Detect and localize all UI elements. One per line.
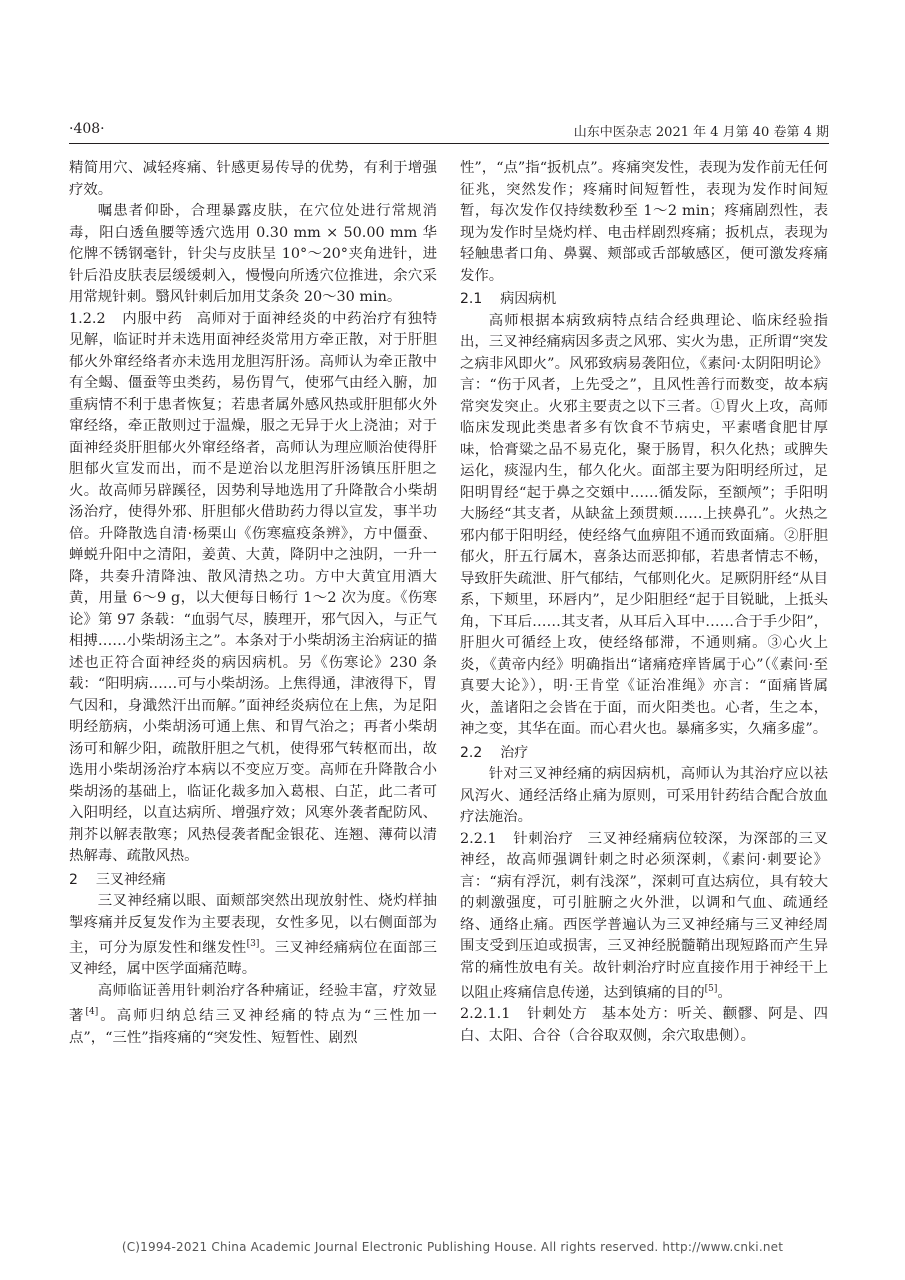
section-title: 针刺处方	[526, 1006, 588, 1023]
section-2-2-1	[460, 829, 828, 1005]
paragraph-text: 高师临证善用针刺治疗各种痛证，经验丰富，疗效显著	[69, 982, 437, 1025]
section-text: 。	[717, 984, 732, 1001]
header-rule	[69, 143, 829, 144]
section-number: 1.2.2	[69, 310, 106, 327]
section-text: 高师对于面神经炎的中药治疗有独特见解，临证时并未选用面神经炎常用方牵正散，对于肝胆郁火外窜经络者亦未选用龙胆泻肝汤。高师认为牵正散中有全蝎、僵蚕等虫类药，易伤胃气，使邪气由经入腑，加重病情不利于患者恢复；若患者属外感风热或肝胆郁火外窜经络，牵正散则过于温燥，服之无异于火上浇油；对于面神经炎肝胆郁火外窜经络者，高师认为理应顺治使得肝胆郁火宣发而出，而不是逆治以龙胆泻肝汤镇压肝胆之火。故高师另辟蹊径，因势利导地选用了升降散合小柴胡汤治疗，使得外邪、肝胆郁火借助药力得以宣发，事半功倍。升降散选自清·杨栗山《伤寒瘟疫条辨》，方中僵蚕、蝉蜕升阳中之清阳，姜黄、大黄，降阴中之浊阴，一升一降，共奏升清降浊、散风清热之功。方中大黄宜用酒大黄，用量 6～9 g，以大便每日畅行 1～2 次为度。《伤寒论》第 97 条载：“血弱气尽，腠理开，邪气因入，与正气相搏……小柴胡汤主之”。本条对于小柴胡汤主治病证的描述也正符合面神经炎的病因病机。另《伤寒论》230 条载：“阳明病……可与小柴胡汤。上焦得通，津液得下，胃气因和，身濈然汗出而解。”面神经炎病位在上焦，为足阳明经筋病，小柴胡汤可通上焦、和胃气治之；再者小柴胡汤可和解少阳，疏散肝胆之气机，使得邪气转枢而出，故选用小柴胡汤治疗本病以不变应万变。高师在升降散合小柴胡汤的基础上，临证化裁多加入葛根、白芷，此二者可入阳明经，以直达病所、增强疗效；风寒外袭者配防风、荆芥以解表散寒；风热侵袭者配金银花、连翘、薄荷以清热解毒、疏散风热。	[69, 310, 437, 864]
left-column	[69, 158, 437, 1049]
running-head: 山东中医杂志 2021 年 4 月第 40 卷第 4 期	[573, 125, 829, 140]
section-2-2-heading	[460, 743, 828, 765]
section-title: 针刺治疗	[512, 830, 574, 847]
section-2-heading	[69, 870, 437, 892]
section-text: 三叉神经痛病位较深，为深部的三叉神经，故高师强调针刺之时必须深刺，《素问·刺要论》言：“病有浮沉，刺有浅深”，深刺可直达病位，具有较大的刺激强度，可引脏腑之火外泄，以调和气血、疏通经络、通络止痛。西医学普遍认为三叉神经痛与三叉神经周围支受到压迫或损害，三叉神经脱髓鞘出现短路而产生异常的痛性放电有关。故针刺治疗时应直接作用于神经干上以阻止疼痛信息传递，达到镇痛的目的	[460, 830, 828, 1001]
section-number: 2.2.1.1	[460, 1006, 511, 1023]
section-2-1-heading	[460, 289, 828, 311]
paragraph	[69, 891, 437, 981]
paragraph	[69, 981, 437, 1049]
section-title: 病因病机	[500, 291, 557, 307]
citation: [5]	[704, 984, 718, 994]
citation: [3]	[246, 939, 260, 949]
paragraph: 精简用穴、减轻疼痛、针感更易传导的优势，有利于增强疗效。	[69, 160, 437, 198]
paragraph: 嘱患者仰卧，合理暴露皮肤，在穴位处进行常规消毒，阳白透鱼腰等透穴选用 0.30 mm × 50.00 mm 华佗牌不锈钢毫针，针尖与皮肤呈 10°～20°夹角进针，进针后沿皮肤表层缓缓刺入，慢慢向所透穴位推进，余穴采用常规针刺。翳风针刺后加用艾条灸 20～30 min。	[69, 203, 437, 305]
page-number: ·408·	[69, 121, 105, 137]
citation: [4]	[85, 1007, 99, 1018]
copyright-footer: (C)1994-2021 China Academic Journal Electronic Publishing House. All rights reserved. http://www.cnki.net	[121, 1240, 784, 1254]
section-1-2-2	[69, 309, 437, 868]
section-text: 基本处方：听关、颧髎、阿是、四白、太阳、合谷（合谷取双侧，余穴取患侧）。	[460, 1006, 828, 1044]
section-title: 治疗	[500, 744, 529, 761]
section-number: 2.1	[460, 291, 483, 307]
section-title: 内服中药	[121, 310, 183, 327]
paragraph-text: 。三叉神经痛病位在面部三叉神经，属中医学面痛范畴。	[69, 939, 437, 978]
section-title: 三叉神经痛	[95, 871, 166, 888]
paragraph-text: 三叉神经痛以眼、面颊部突然出现放射性、烧灼样抽掣疼痛并反复发作为主要表现，女性多见，以右侧面部为主，可分为原发性和继发性	[69, 893, 437, 956]
paragraph-text: 。高师归纳总结三叉神经痛的特点为“三性加一点”，“三性”指疼痛的“突发性、短暂性、剧烈	[69, 1008, 437, 1046]
paragraph: 针对三叉神经痛的病因病机，高师认为其治疗应以祛风泻火、通经活络止痛为原则，可采用针药结合配合放血疗法施治。	[460, 766, 828, 825]
right-column	[460, 158, 828, 1047]
section-number: 2	[69, 871, 78, 888]
section-number: 2.2.1	[460, 830, 497, 847]
section-2-2-1-1	[460, 1004, 828, 1047]
paragraph: 高师根据本病致病特点结合经典理论、临床经验指出，三叉神经痛病因多责之风邪、实火为患，正所谓“突发之病非风即火”。风邪致病易袭阳位，《素问·太阴阳明论》言：“伤于风者，上先受之”，且风性善行而数变，故本病常突发突止。火邪主要责之以下三者。①胃火上攻，高师临床发现此类患者多有饮食不节病史，平素嗜食肥甘厚味，恰膏粱之品不易克化，聚于肠胃，积久化热；或脾失运化，痰湿内生，郁久化火。面部主要为阳明经所过，足阳明胃经“起于鼻之交頞中……循发际，至额颅”；手阳明大肠经“其支者，从缺盆上颈贯颊……上挟鼻孔”。火热之邪内郁于阳明经，使经络气血痹阻不通而致面痛。②肝胆郁火，肝五行属木，喜条达而恶抑郁，若患者情志不畅，导致肝失疏泄、肝气郁结，气郁则化火。足厥阴肝经“从目系，下颊里，环唇内”，足少阳胆经“起于目锐眦，上抵头角，下耳后……其支者，从耳后入耳中……合于手少阳”，肝胆火可循经上攻，使经络郁滞，不通则痛。③心火上炎，《黄帝内经》明确指出“诸痛疮痒皆属于心”（《素问·至真要大论》），明·王肯堂《证治准绳》亦言：“面痛皆属火，盖诸阳之会皆在于面，而火阳类也。心者，生之本，神之变，其华在面。而心君火也。暴痛多实，久痛多虚”。	[460, 312, 828, 737]
paragraph: 性”，“点”指“扳机点”。疼痛突发性，表现为发作前无任何征兆，突然发作；疼痛时间短暂性，表现为发作时间短暂，每次发作仅持续数秒至 1～2 min；疼痛剧烈性，表现为发作时呈烧灼样、电击样剧烈疼痛；扳机点，表现为轻触患者口角、鼻翼、颊部或舌部敏感区，便可激发疼痛发作。	[460, 160, 828, 284]
section-number: 2.2	[460, 744, 483, 761]
